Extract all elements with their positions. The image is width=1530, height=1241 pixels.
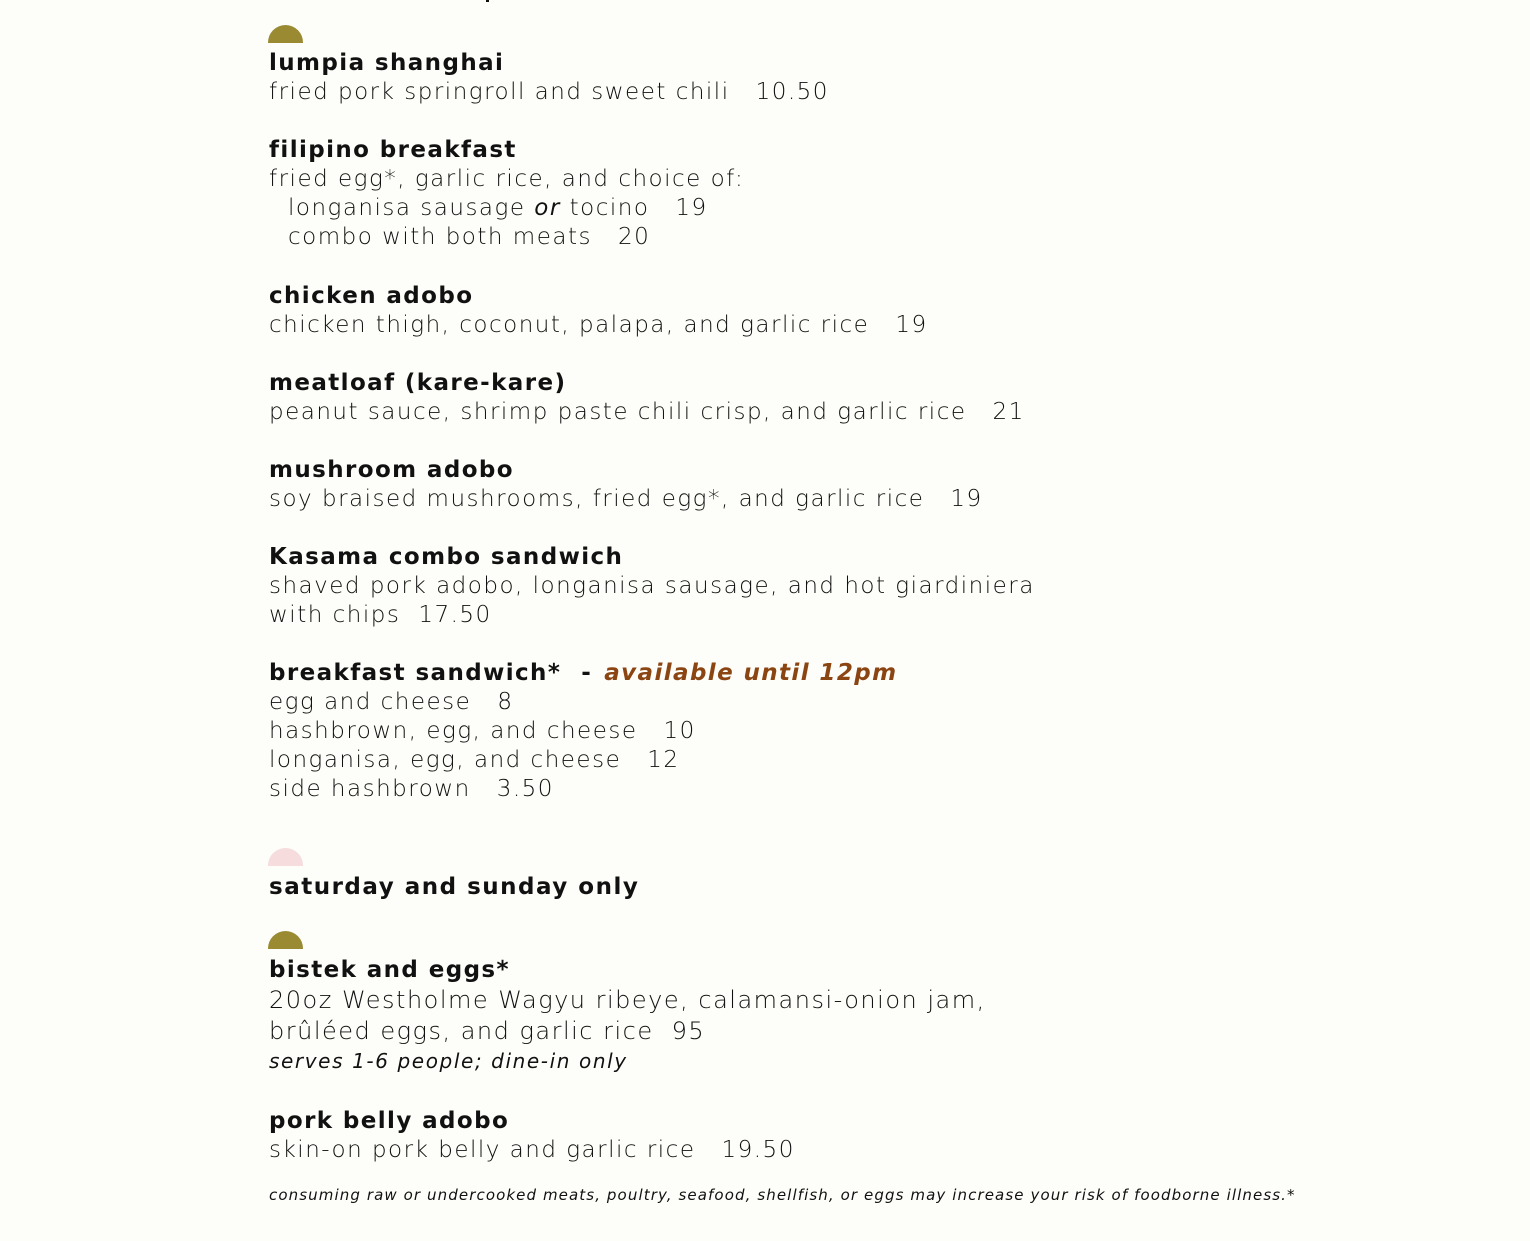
item-option <box>269 223 1430 252</box>
item-price: 19 <box>950 486 983 512</box>
item-description <box>269 78 1430 107</box>
item-price: 8 <box>497 689 514 715</box>
description-text: soy braised mushrooms, fried egg*, and garlic rice <box>269 486 925 512</box>
item-description <box>269 311 1430 340</box>
menu-item-breakfast-sandwich <box>269 659 1430 804</box>
menu-item-pork-belly-adobo <box>269 1107 1430 1165</box>
availability-note: available until 12pm <box>604 660 898 686</box>
item-price: 10 <box>663 718 696 744</box>
item-name: pork belly adobo <box>269 1108 510 1134</box>
option-text: tocino <box>560 195 650 221</box>
item-name: meatloaf (kare-kare) <box>269 370 567 396</box>
item-description <box>269 1016 1430 1047</box>
menu-item-kasama-combo-sandwich <box>269 543 1430 630</box>
menu-item-meatloaf <box>269 369 1430 427</box>
item-option <box>269 688 1430 717</box>
separator: - <box>581 660 593 686</box>
item-description <box>269 398 1430 427</box>
item-option <box>269 775 1430 804</box>
item-name: filipino breakfast <box>269 137 517 163</box>
item-price: 20 <box>617 224 651 250</box>
item-name: chicken adobo <box>269 283 474 309</box>
option-text: side hashbrown <box>269 776 471 802</box>
item-name: mushroom adobo <box>269 457 514 483</box>
item-price: 19 <box>895 312 928 338</box>
option-text: longanisa, egg, and cheese <box>269 747 622 773</box>
foodborne-illness-disclaimer: consuming raw or undercooked meats, poultry, seafood, shellfish, or eggs may increase your risk of foodborne illness.* <box>269 1186 1296 1204</box>
description-text: brûléed eggs, and garlic rice <box>269 1017 654 1045</box>
menu-item-filipino-breakfast <box>269 136 1430 252</box>
cropped-text-fragment <box>486 0 489 2</box>
item-description: shaved pork adobo, longanisa sausage, and hot giardiniera <box>269 573 1035 599</box>
item-description <box>269 1136 1430 1165</box>
item-price: 21 <box>992 399 1025 425</box>
item-price: 19.50 <box>721 1137 795 1163</box>
item-price: 10.50 <box>755 79 829 105</box>
option-text: longanisa sausage <box>288 195 535 221</box>
menu-item-bistek-and-eggs <box>269 956 1430 1075</box>
item-price: 3.50 <box>496 776 554 802</box>
item-description: fried egg*, garlic rice, and choice of: <box>269 166 745 192</box>
description-text: chicken thigh, coconut, palapa, and garlic rice <box>269 312 870 338</box>
option-text: combo with both meats <box>288 224 592 250</box>
option-text: egg and cheese <box>269 689 472 715</box>
item-price: 19 <box>675 195 708 221</box>
item-option <box>269 746 1430 775</box>
item-option <box>269 717 1430 746</box>
option-text: hashbrown, egg, and cheese <box>269 718 638 744</box>
item-price: 17.50 <box>418 602 492 628</box>
option-or-text: or <box>534 195 561 221</box>
item-description <box>269 485 1430 514</box>
olive-semicircle-icon <box>268 931 303 949</box>
description-text: skin-on pork belly and garlic rice <box>269 1137 696 1163</box>
section-heading: saturday and sunday only <box>269 874 640 900</box>
description-text: fried pork springroll and sweet chili <box>269 79 730 105</box>
menu-item-mushroom-adobo <box>269 456 1430 514</box>
item-name-row <box>269 659 1430 688</box>
item-name: Kasama combo sandwich <box>269 544 624 570</box>
description-text: with chips <box>269 602 401 628</box>
item-name: bistek and eggs* <box>269 957 510 983</box>
item-price: 95 <box>671 1017 706 1045</box>
item-description: 20oz Westholme Wagyu ribeye, calamansi-onion jam, <box>269 986 986 1014</box>
item-name: breakfast sandwich* <box>269 660 562 686</box>
item-name: lumpia shanghai <box>269 50 505 76</box>
item-description <box>269 601 1430 630</box>
description-text: peanut sauce, shrimp paste chili crisp, and garlic rice <box>269 399 967 425</box>
item-price: 12 <box>647 747 680 773</box>
item-option <box>269 194 1430 223</box>
item-note: serves 1-6 people; dine-in only <box>269 1049 628 1073</box>
menu-item-chicken-adobo <box>269 282 1430 340</box>
menu-item-lumpia-shanghai <box>269 49 1430 107</box>
pink-semicircle-icon <box>268 848 303 866</box>
olive-semicircle-icon <box>268 25 303 43</box>
